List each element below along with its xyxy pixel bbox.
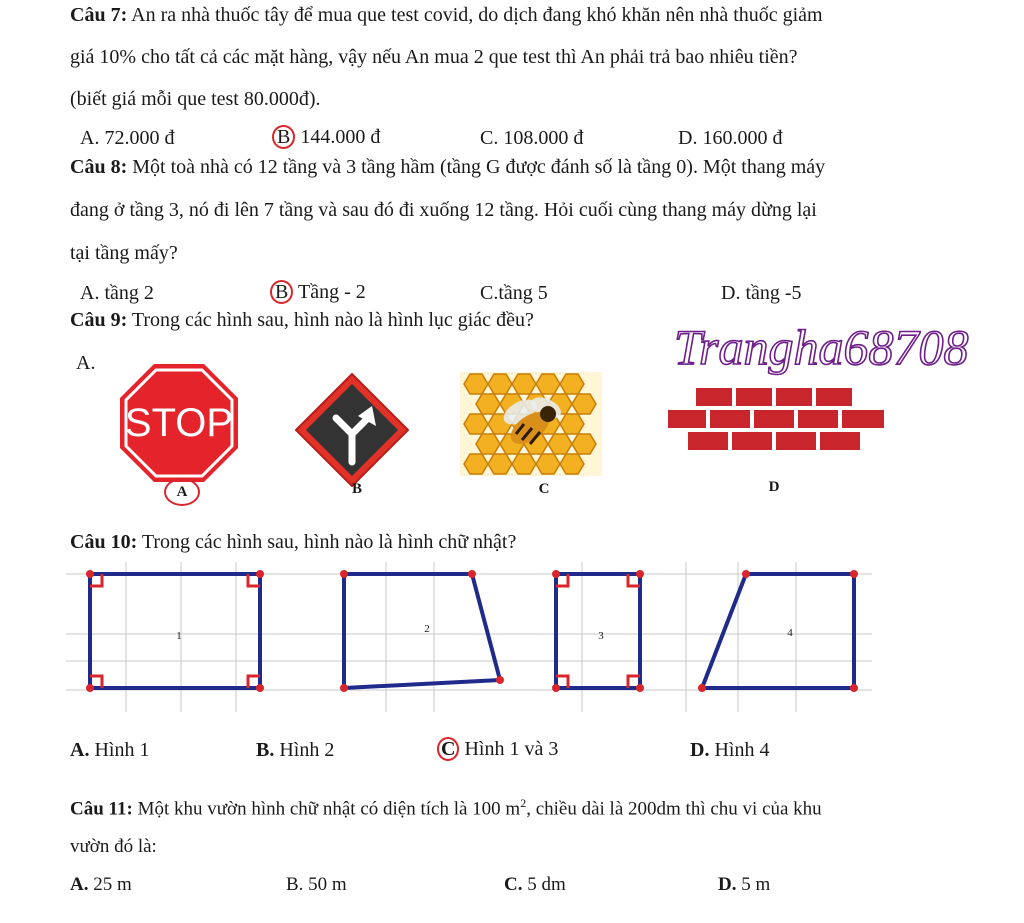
q7-option-d: D. 160.000 đ [678, 127, 783, 149]
q8-answer-circle: B [270, 280, 293, 304]
q7-line-1 [70, 4, 823, 27]
q8-text-2: đang ở tầng 3, nó đi lên 7 tầng và sau đó đi xuống 12 tầng. Hỏi cuối cùng thang máy dừng lại [70, 199, 817, 221]
fig-label-b: B [351, 481, 362, 497]
fig-label-c: C [538, 481, 550, 497]
q10-answer-circle: C [437, 737, 459, 761]
shape-2 [340, 570, 504, 692]
q10-label: Câu 10: [70, 531, 138, 553]
shape-3-number: 3 [598, 630, 604, 642]
q8-option-d: D. tầng -5 [721, 282, 802, 304]
road-sign-figure [292, 370, 412, 490]
q8-line-1 [70, 156, 825, 179]
q7-text-1: An ra nhà thuốc tây để mua que test covid, do dịch đang khó khăn nên nhà thuốc giảm [127, 4, 823, 26]
shape-3 [552, 570, 644, 692]
q11-option-b: B. 50 m [286, 874, 347, 895]
q8-option-a: A. tầng 2 [80, 282, 154, 304]
q9-label: Câu 9: [70, 309, 128, 331]
q7-answer-circle: B [272, 125, 295, 149]
shape-1-number: 1 [176, 630, 182, 642]
q10-option-d: D. Hình 4 [690, 739, 770, 761]
shape-4 [698, 570, 858, 692]
honeycomb-figure [460, 372, 602, 476]
q9-text: Trong các hình sau, hình nào là hình lục giác đều? [127, 309, 534, 331]
q8-label: Câu 8: [70, 156, 128, 178]
brick-wall-figure [668, 386, 884, 452]
q9-option-a: A. [76, 352, 96, 374]
q10-option-a: A. Hình 1 [70, 739, 150, 761]
watermark-text: Trangha68708 [674, 319, 969, 375]
q10-line [70, 531, 516, 554]
q10-option-c: C Hình 1 và 3 [437, 737, 558, 761]
q7-option-a: A. 72.000 đ [80, 127, 175, 149]
q7-option-c: C. 108.000 đ [480, 127, 584, 149]
q7-label: Câu 7: [70, 4, 128, 26]
q8-text-3: tại tầng mấy? [70, 242, 178, 264]
stop-sign-figure [118, 362, 240, 484]
shapes-grid-figure [66, 562, 872, 712]
q10-text: Trong các hình sau, hình nào là hình chữ nhật? [137, 531, 517, 553]
q8-option-b: B Tầng - 2 [270, 280, 366, 304]
shape-4-number: 4 [787, 627, 793, 639]
q11-label: Câu 11: [70, 798, 133, 820]
fig-label-a: A [164, 478, 200, 506]
q11-line-1: Câu 11: Một khu vườn hình chữ nhật có diện tích là 100 $m^2$, chiều dài là 200dm thì chu vi của khu [70, 796, 822, 820]
q10-option-b: B. Hình 2 [256, 739, 335, 761]
q7-text-3: (biết giá mỗi que test 80.000đ). [70, 88, 321, 110]
q9-line [70, 309, 534, 332]
stop-text: STOP [124, 401, 234, 445]
q8-option-c: C.tầng 5 [480, 282, 548, 304]
q7-text-2: giá 10% cho tất cả các mặt hàng, vậy nếu An mua 2 que test thì An phải trả bao nhiêu tiền? [70, 46, 798, 68]
q8-text-1: Một toà nhà có 12 tầng và 3 tầng hầm (tầng G được đánh số là tầng 0). Một thang máy [127, 156, 826, 178]
q11-text-2: vườn đó là: [70, 836, 157, 857]
watermark [672, 312, 1007, 382]
q11-option-d: D. 5 m [718, 874, 771, 895]
fig-label-d: D [768, 479, 780, 495]
q7-option-b: B 144.000 đ [272, 125, 380, 149]
shape-2-number: 2 [424, 623, 430, 635]
q11-option-a: A. 25 m [70, 874, 132, 895]
shape-1 [86, 570, 264, 692]
q11-option-c: C. 5 dm [504, 874, 566, 895]
